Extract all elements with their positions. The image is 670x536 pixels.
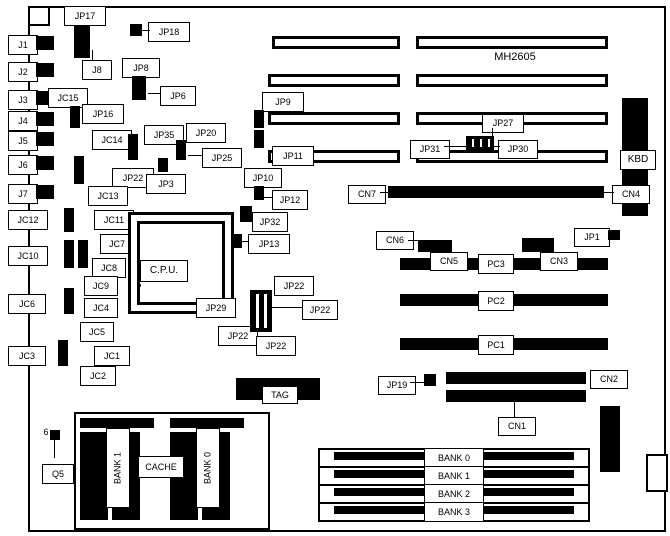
jp18-label: JP18 xyxy=(148,22,190,42)
j8-leader xyxy=(92,50,93,60)
jc10-label: JC10 xyxy=(8,246,48,266)
jp1-label: JP1 xyxy=(574,228,610,247)
jc15-label: JC15 xyxy=(48,88,88,108)
cn6-leader xyxy=(408,240,420,241)
cache-chip-row-2 xyxy=(170,418,244,428)
jc12-pins xyxy=(64,208,74,232)
pc2-label: PC2 xyxy=(478,291,514,311)
jc3-label: JC3 xyxy=(8,346,46,366)
expansion-slot-3a xyxy=(268,112,400,125)
jp1-pins xyxy=(608,230,620,240)
jp4-pins xyxy=(254,186,264,200)
cn2-pin-strip xyxy=(446,372,586,384)
jp26-label: JP9 xyxy=(262,92,304,112)
jp32-label: JP13 xyxy=(248,234,290,254)
jp12-label: JP22 xyxy=(218,326,258,346)
jc7-label: JC7 xyxy=(100,234,134,254)
jp17-label: JP17 xyxy=(64,6,106,26)
cn6-pins xyxy=(418,240,452,252)
j4-pins xyxy=(36,112,54,126)
cn3-pins xyxy=(522,238,554,252)
jp19-pins xyxy=(424,374,436,386)
jc9-label: JC9 xyxy=(84,276,118,296)
cpu-label: C.P.U. xyxy=(140,260,188,282)
j2-pins xyxy=(36,63,54,77)
cache-chip-row-1 xyxy=(80,418,154,428)
cn4-leader xyxy=(602,192,614,193)
cache-bank0-label: BANK 0 xyxy=(196,428,220,508)
jp25-leader xyxy=(188,155,202,156)
tag-label: TAG xyxy=(262,386,298,404)
jc4-label: JC4 xyxy=(84,298,118,318)
power-connector xyxy=(600,406,620,472)
pc3-label: PC3 xyxy=(478,254,514,274)
pc1-label: PC1 xyxy=(478,335,514,355)
crystal-pin-number: 6 xyxy=(43,427,49,437)
jc2-label: JC2 xyxy=(80,366,116,386)
jp19-label: JP19 xyxy=(378,376,416,395)
jc10-pins xyxy=(64,240,74,268)
jp27-pin-gap3 xyxy=(488,139,490,147)
jp27-leader xyxy=(492,128,493,137)
jc6-label: JC6 xyxy=(8,294,46,314)
j1-label: J1 xyxy=(8,35,38,55)
expansion-slot-1a xyxy=(272,36,400,49)
cache-label: CACHE xyxy=(138,456,184,478)
jp9-label: JP22 xyxy=(302,300,338,320)
jp20-pins xyxy=(176,140,186,160)
jp-cluster-gap1 xyxy=(256,294,259,328)
jc13-label: JC13 xyxy=(88,186,128,206)
jp6-label: JP6 xyxy=(160,86,196,106)
q5-label: Q5 xyxy=(42,464,74,484)
jp35-label: JP35 xyxy=(144,125,184,145)
q5-leader xyxy=(54,440,55,458)
jc13-pins xyxy=(74,156,84,184)
jc6-pins xyxy=(64,288,74,314)
jp13-label: JP29 xyxy=(196,298,236,318)
cache-chip-col-a xyxy=(80,432,108,520)
cn7-leader xyxy=(380,192,390,193)
cn7-label: CN7 xyxy=(348,185,386,204)
simm-bank-3-label: BANK 3 xyxy=(424,502,484,522)
jp19-leader xyxy=(410,382,424,383)
jc15-pins xyxy=(70,106,80,128)
expansion-slot-2a xyxy=(268,74,400,87)
simm-bank-1-label: BANK 1 xyxy=(424,466,484,486)
jp-cluster-pins xyxy=(250,290,272,332)
jp27-pin-gap2 xyxy=(480,139,482,147)
expansion-slot-2b xyxy=(416,74,608,87)
jc3-pins xyxy=(58,340,68,366)
jp22-pins xyxy=(158,158,168,172)
jp31-label: JP31 xyxy=(410,140,450,159)
jp29-label: JP22 xyxy=(112,168,154,188)
jp9-leader xyxy=(272,307,302,308)
cn2-label: CN2 xyxy=(590,370,628,389)
board-model-text: MH2605 xyxy=(494,51,536,63)
jp3-pins xyxy=(240,206,252,222)
jp27-label: JP27 xyxy=(482,114,524,133)
cn3-label: CN3 xyxy=(540,252,578,271)
simm-bank-2-label: BANK 2 xyxy=(424,484,484,504)
jc8-label: JC8 xyxy=(92,258,126,278)
jp27-pin-gap xyxy=(472,139,474,147)
board-notch-top-left xyxy=(28,6,50,26)
j8-label: J8 xyxy=(82,60,112,80)
jc1-label: JC1 xyxy=(94,346,130,366)
jp16-label: JP16 xyxy=(82,104,124,124)
jp17-pins xyxy=(74,26,90,58)
jp30-label: JP30 xyxy=(498,140,538,159)
jp8-pins xyxy=(132,76,146,100)
jp5-leader xyxy=(264,197,272,198)
j5-pins xyxy=(36,132,54,146)
jp18-pins xyxy=(130,24,142,36)
jp8-label: JP8 xyxy=(122,58,160,78)
jp32-leader xyxy=(242,241,248,242)
jp11-label: JP22 xyxy=(274,276,314,296)
j1-pins xyxy=(36,36,54,50)
cpu-pin1-dot xyxy=(138,284,141,287)
jc14-pins xyxy=(128,134,138,160)
cn1-leader xyxy=(514,402,515,418)
j4-label: J4 xyxy=(8,111,38,131)
j7-pins xyxy=(36,185,54,199)
jp4-label: JP10 xyxy=(244,168,282,188)
jp18-leader xyxy=(142,30,150,31)
cn4-pin-field xyxy=(494,186,604,198)
jp5-label: JP12 xyxy=(272,190,308,210)
cn5-label: CN5 xyxy=(430,252,468,271)
cn1-label: CN1 xyxy=(498,417,536,436)
cn1-pin-strip xyxy=(446,390,586,402)
j6-pins xyxy=(36,156,54,170)
jp20-label: JP20 xyxy=(186,123,226,143)
simm-bank-0-label: BANK 0 xyxy=(424,448,484,468)
jp25-label: JP25 xyxy=(202,148,242,168)
j3-label: J3 xyxy=(8,90,38,110)
j5-label: J5 xyxy=(8,131,38,151)
jp10-label: JP22 xyxy=(256,336,296,356)
expansion-slot-1b xyxy=(416,36,608,49)
j6-label: J6 xyxy=(8,155,38,175)
cn6-label: CN6 xyxy=(376,231,414,250)
jc5-label: JC5 xyxy=(80,322,114,342)
jp22-label: JP3 xyxy=(146,174,186,194)
j2-label: J2 xyxy=(8,62,38,82)
jc11-label: JC11 xyxy=(94,210,134,230)
jp26-pins xyxy=(254,110,264,128)
cn4-label: CN4 xyxy=(612,185,650,204)
jp24-label: JP11 xyxy=(272,146,314,166)
jc14-label: JC14 xyxy=(92,130,132,150)
jp31-leader xyxy=(444,146,466,147)
j7-label: J7 xyxy=(8,184,38,204)
jp6-leader xyxy=(148,93,160,94)
jp3-label: JP32 xyxy=(252,212,288,232)
kbd-label: KBD xyxy=(620,150,656,170)
jp24-pins xyxy=(254,130,264,148)
q5-pad xyxy=(50,430,60,440)
cache-bank1-label: BANK 1 xyxy=(106,428,130,508)
board-notch-bottom-right xyxy=(646,454,668,492)
jc10-pins2 xyxy=(78,240,88,268)
jp30-leader xyxy=(494,146,500,147)
jc12-label: JC12 xyxy=(8,210,48,230)
jp-cluster-gap2 xyxy=(264,294,267,328)
